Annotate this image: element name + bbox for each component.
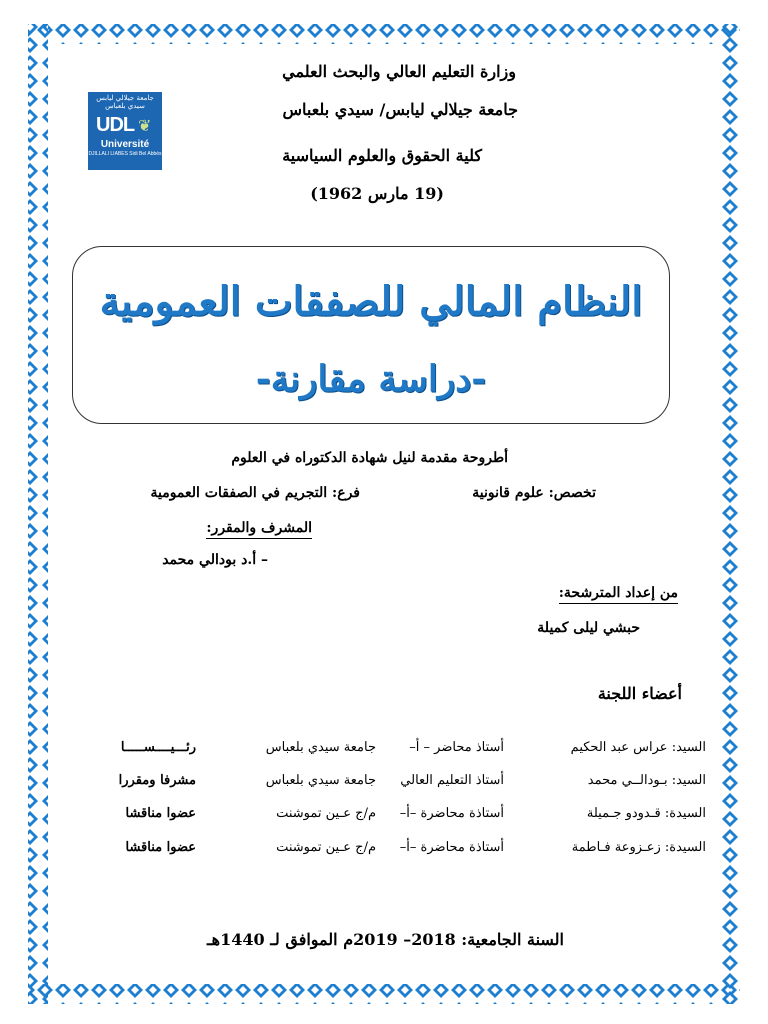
thesis-description: أطروحة مقدمة لنيل شهادة الدكتوراه في العلوم <box>231 450 508 466</box>
candidate-name: حبشي ليلى كميلة <box>537 620 640 636</box>
thesis-subtitle: -دراسة مقارنة- <box>255 358 487 400</box>
academic-year: السنة الجامعية: 2018– 2019م الموافق لـ 1440هـ <box>206 930 564 949</box>
jury-row <box>0 773 768 795</box>
university-name: جامعة جيلالي ليابس/ سيدي بلعباس <box>282 100 518 119</box>
jury-title: أعضاء اللجنة <box>597 684 682 703</box>
logo-univ-label: Université <box>100 139 150 150</box>
university-logo <box>88 92 162 170</box>
specialty: تخصص: علوم قانونية <box>472 485 596 501</box>
jury-row <box>0 806 768 828</box>
leaf-icon: ❦ <box>138 116 152 135</box>
jury-member-institution: جامعة سيدي بلعباس <box>265 773 376 788</box>
logo-arabic-name: جامعة جيلالي ليابس سيدي بلعباس <box>96 94 154 110</box>
supervisor-name: – أ.د بودالي محمد <box>162 552 268 568</box>
jury-member-rank: أستاذ محاضر – أ– <box>409 740 504 755</box>
ministry-name: وزارة التعليم العالي والبحث العلمي <box>282 62 516 81</box>
university-founding-date: (19 مارس 1962) <box>310 184 444 203</box>
jury-row <box>0 840 768 862</box>
jury-member-name: السيدة: قـدودو جـميلة <box>586 806 706 821</box>
thesis-title: النظام المالي للصفقات العمومية <box>99 278 643 325</box>
jury-member-rank: أستاذ التعليم العالي <box>400 773 504 788</box>
jury-member-role: رئـــيــــســـــا <box>120 740 196 755</box>
logo-sub-label: DJILLALI LIABES Sidi Bel Abbès <box>88 151 162 157</box>
jury-member-rank: أستاذة محاضرة –أ– <box>399 806 504 821</box>
supervisor-label: المشرف والمقرر: <box>206 520 312 539</box>
jury-member-institution: جامعة سيدي بلعباس <box>265 740 376 755</box>
jury-member-role: مشرفا ومقررا <box>118 773 196 788</box>
jury-row <box>0 740 768 762</box>
jury-member-name: السيد: عراس عبد الحكيم <box>570 740 706 755</box>
jury-member-name: السيدة: زعـزوعة فـاطمة <box>571 840 706 855</box>
jury-member-role: عضوا مناقشا <box>125 840 196 855</box>
candidate-label: من إعداد المترشحة: <box>559 585 678 604</box>
jury-member-institution: م/ج عـين تموشنت <box>276 840 376 855</box>
jury-member-rank: أستاذة محاضرة –أ– <box>399 840 504 855</box>
jury-member-role: عضوا مناقشا <box>125 806 196 821</box>
branch: فرع: التجريم في الصفقات العمومية <box>150 485 360 501</box>
jury-member-name: السيد: بـودالــي محمد <box>587 773 706 788</box>
faculty-name: كلية الحقوق والعلوم السياسية <box>282 146 482 165</box>
logo-monogram: UDL <box>96 114 135 136</box>
jury-member-institution: م/ج عـين تموشنت <box>276 806 376 821</box>
